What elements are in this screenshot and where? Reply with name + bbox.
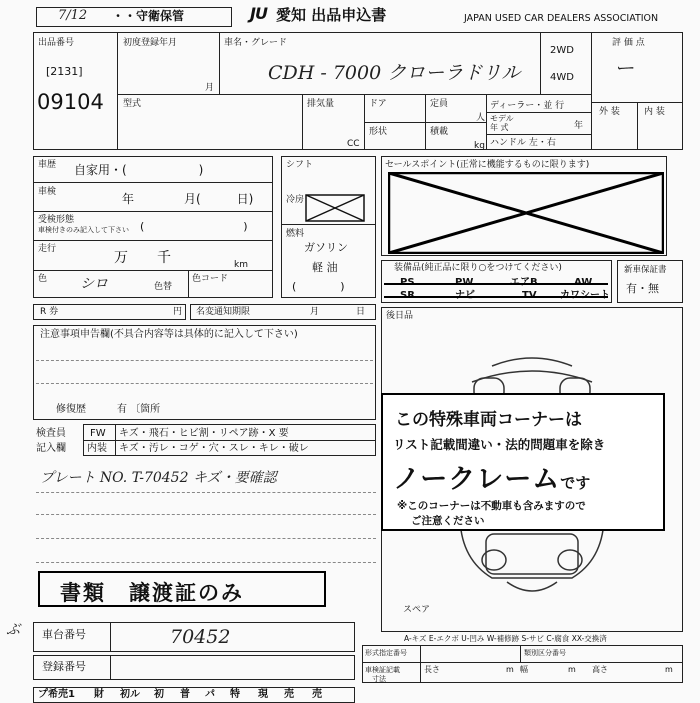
receive-label: 受検形態 xyxy=(38,215,75,225)
inspector-inner-text: キズ・汚レ・コゲ・穴・スレ・キレ・破レ xyxy=(119,443,309,454)
doors-label: ドア xyxy=(369,99,387,109)
warning-line-5: ご注意ください xyxy=(411,515,485,527)
rating-interior: 内 装 xyxy=(644,107,665,117)
mileage-km: km xyxy=(234,260,248,270)
model-year-unit: 年 xyxy=(574,121,584,131)
inspection-label: 車検 xyxy=(38,187,57,197)
equip-pw: PW xyxy=(455,277,474,288)
model-label: 型式 xyxy=(123,99,142,109)
no-claim-warning-box xyxy=(381,393,665,531)
cooler-crossed-box xyxy=(305,194,365,222)
cooler-label: 冷房 xyxy=(286,195,305,205)
chassis-label: 車台番号 xyxy=(42,628,86,641)
spare-label: スペア xyxy=(403,605,431,615)
color-code-label: 色コード xyxy=(192,274,229,284)
equip-navi: ナビ xyxy=(455,290,475,301)
first-reg-label: 初度登録年月 xyxy=(123,38,178,48)
mileage-sen: 千 xyxy=(157,250,171,266)
bottom-cell-2: 初ル xyxy=(120,689,140,700)
equipment-label: 装備品(純正品に限り○をつけてください) xyxy=(394,263,562,273)
color-value: シロ xyxy=(80,276,108,292)
repair-label: 修復歴 xyxy=(56,404,86,415)
bottom-cell-5: パ xyxy=(205,689,215,700)
equip-tv: TV xyxy=(522,290,537,301)
documents-box xyxy=(38,571,326,607)
receive-paren: ( ) xyxy=(140,220,248,233)
bottom-cell-7: 現 xyxy=(258,689,268,700)
inspection-year: 年 xyxy=(122,192,135,206)
person-unit: 人 xyxy=(476,113,486,123)
margin-mark: ぶ xyxy=(6,622,20,638)
warning-line-2: リスト記載間違い・法的問題車を除き xyxy=(393,437,606,452)
history-value: 自家用・( ) xyxy=(74,163,204,177)
mileage-man: 万 xyxy=(114,250,128,266)
equip-aw: AW xyxy=(574,277,593,288)
damage-legend: A-キズ E-エクボ U-凹み W-補修跡 S-サビ C-腐食 XX-交換済 xyxy=(404,634,607,643)
equip-airbag: エアB xyxy=(510,277,538,288)
handwritten-plate-note: プレート NO. T-70452 キズ・要確認 xyxy=(40,470,277,486)
dims-width: 幅 xyxy=(520,665,528,674)
rating-value: ー xyxy=(614,56,634,80)
lot-number: 09104 xyxy=(37,90,104,114)
bottom-cell-3: 初 xyxy=(154,689,164,700)
model-year-1: モデル xyxy=(490,114,514,123)
form-title: 愛知 出品申込書 xyxy=(276,6,387,24)
capacity-label: 定員 xyxy=(430,99,449,109)
shape-label: 形状 xyxy=(369,127,388,137)
dims-height: 高さ xyxy=(592,665,608,674)
load-label: 積載 xyxy=(430,127,449,137)
documents-text: 書類 譲渡証のみ xyxy=(60,581,244,605)
handwritten-code: 7/12 xyxy=(58,8,88,23)
warning-no-claim-suffix: です xyxy=(560,474,591,492)
history-label: 車歴 xyxy=(38,160,57,170)
fuel-diesel: 軽 油 xyxy=(312,261,338,274)
first-reg-month: 月 xyxy=(205,83,215,93)
damage-diagram-label: 後日品 xyxy=(386,311,414,321)
displacement-label: 排気量 xyxy=(307,99,335,109)
grade-label: 車名・グレード xyxy=(224,38,288,48)
name-change-day: 日 xyxy=(356,307,366,317)
new-warranty-label: 新車保証書 xyxy=(624,265,667,275)
shift-frame xyxy=(281,156,376,298)
drive-2wd: 2WD xyxy=(550,45,574,56)
repair-value: 有 〔箇所 xyxy=(117,404,161,415)
color-label: 色 xyxy=(38,274,48,284)
bottom-cell-9: 売 xyxy=(312,689,322,700)
association-name: JAPAN USED CAR DEALERS ASSOCIATION xyxy=(464,13,659,24)
lot-sub: [2131] xyxy=(46,65,83,78)
recycle-label: R 券 xyxy=(40,307,59,317)
fuel-gas: ガソリン xyxy=(304,241,348,254)
grade-value: CDH - 7000 クローラドリル xyxy=(268,62,521,84)
bottom-cell-0: プ希売1 xyxy=(38,689,75,700)
fuel-label: 燃料 xyxy=(286,229,305,239)
color-change: 色替 xyxy=(154,282,173,292)
equip-leather: カワシート xyxy=(560,290,610,301)
dims-label-3: 車検証記載 xyxy=(365,666,400,674)
fuel-paren: ( ) xyxy=(292,280,345,293)
inspector-label-1: 検査員 xyxy=(36,428,66,439)
kg-unit: kg xyxy=(474,141,485,151)
rating-exterior: 外 装 xyxy=(599,107,620,117)
handle-side: ハンドル 左・右 xyxy=(490,138,556,148)
ju-logo: JU xyxy=(250,4,267,23)
dims-m-1: m xyxy=(506,665,514,674)
bottom-row-frame xyxy=(33,687,355,703)
warning-line-1: この特殊車両コーナーは xyxy=(395,410,582,430)
inspector-label-2: 記入欄 xyxy=(36,443,66,454)
bottom-cell-4: 普 xyxy=(180,689,190,700)
registration-label: 登録番号 xyxy=(42,660,86,673)
name-change-month: 月 xyxy=(310,307,320,317)
inspector-inner: 内装 xyxy=(87,443,107,454)
new-warranty-value: 有・無 xyxy=(626,282,659,295)
warning-no-claim-text: ノークレーム xyxy=(393,464,561,495)
bottom-cell-8: 売 xyxy=(284,689,294,700)
storage-label: ・・守衛保管 xyxy=(112,9,185,23)
lot-label: 出品番号 xyxy=(38,38,75,48)
bottom-cell-1: 財 xyxy=(94,689,104,700)
sales-point-cross xyxy=(388,172,664,254)
equip-ps: PS xyxy=(400,277,415,288)
name-change-label: 名変通知期限 xyxy=(196,307,251,317)
recycle-yen: 円 xyxy=(173,307,183,317)
dims-label-1: 形式指定番号 xyxy=(365,649,407,657)
chassis-value: 70452 xyxy=(170,626,231,648)
dims-label-2: 類別区分番号 xyxy=(524,649,566,657)
inspection-month-day: 月( 日) xyxy=(184,192,254,206)
equip-sr: SR xyxy=(400,290,415,301)
dims-m-3: m xyxy=(665,665,673,674)
receive-note: 車検付きのみ記入して下さい xyxy=(38,226,129,234)
warning-no-claim xyxy=(393,457,590,496)
mileage-label: 走行 xyxy=(38,244,57,254)
warning-line-4: ※このコーナーは不動車も含みますので xyxy=(397,500,586,512)
sales-point-label: セールスポイント(正常に機能するものに限ります) xyxy=(385,160,590,170)
cc-unit: CC xyxy=(347,139,360,149)
drive-4wd: 4WD xyxy=(550,72,574,83)
model-year-2: 年 式 xyxy=(490,123,509,132)
shift-label: シフト xyxy=(286,160,314,170)
dims-m-2: m xyxy=(568,665,576,674)
rating-label: 評 価 点 xyxy=(612,38,645,48)
inspector-fw: FW xyxy=(90,428,106,439)
dims-length: 長さ xyxy=(424,665,440,674)
inspector-fw-text: キズ・飛石・ヒビ割・リペア跡・X 要 xyxy=(119,428,289,439)
top-frame xyxy=(33,32,683,150)
dims-label-4: 寸法 xyxy=(372,675,386,683)
notice-label: 注意事項申告欄(不具合内容等は具体的に記入して下さい) xyxy=(40,329,298,340)
bottom-cell-6: 特 xyxy=(230,689,240,700)
dealer-parallel: ディーラー・並 行 xyxy=(490,101,565,111)
